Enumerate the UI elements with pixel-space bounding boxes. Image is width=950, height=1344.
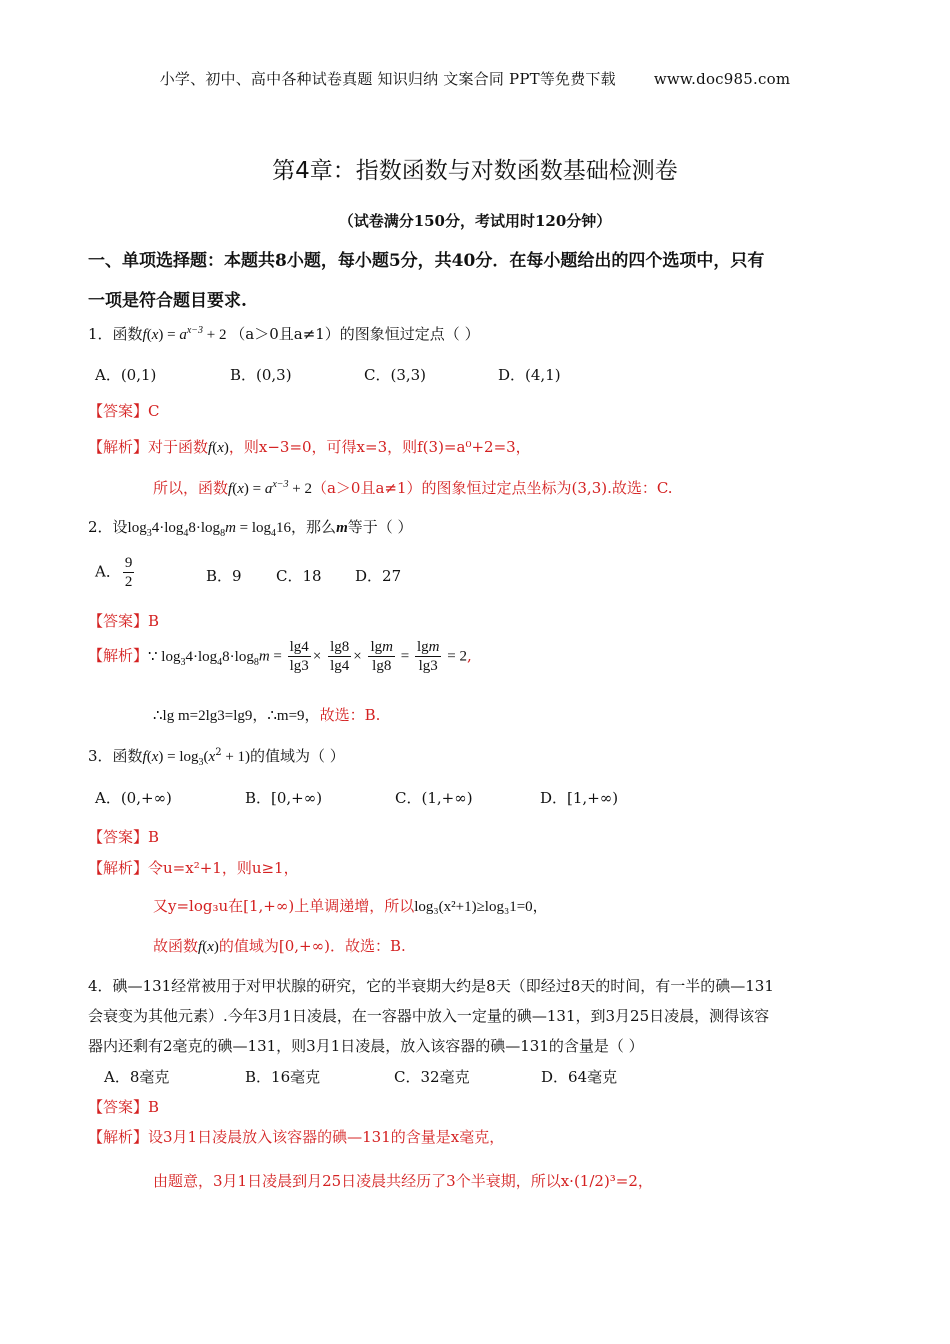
q4-solution-line2: 由题意，3月1日凌晨到月25日凌晨共经历了3个半衰期，所以x·(1/2)³=2， [153, 1172, 653, 1190]
q4-stem-line1: 4．碘—131经常被用于对甲状腺的研究，它的半衰期大约是8天（即经过8天的时间，有一半的碘—131 [88, 977, 774, 995]
q2-stem: 2．设$\log_34\cdot\log_48\cdot\log_8m = \log_416$，那么m等于（ ） [88, 518, 413, 539]
q1-option-b[interactable]: B．(0,3) [230, 366, 292, 384]
q4-option-a[interactable]: A．8毫克 [104, 1068, 170, 1086]
header-text: 小学、初中、高中各种试卷真题 知识归纳 文案合同 PPT等免费下载 [159, 70, 616, 88]
q2-option-c[interactable]: C．18 [276, 567, 322, 585]
q3-solution-line3: 故函数f(x)的值域为[0,+∞)．故选：B. [153, 937, 406, 955]
q3-solution-line2: 又y=log₃u在[1,+∞)上单调递增，所以log₃(x²+1)≥log₃1=0， [153, 897, 548, 915]
q3-solution-line1: 【解析】令u=x²+1，则u≥1， [88, 859, 299, 877]
q4-option-c[interactable]: C．32毫克 [394, 1068, 470, 1086]
q3-option-c[interactable]: C．(1,+∞) [395, 789, 473, 807]
q1-option-c[interactable]: C．(3,3) [364, 366, 427, 384]
q2-solution-line1: 【解析】∵ $\log_34\cdot\log_48\cdot\log_8m$ = $\frac{\lg 4}{\lg 3}$ × $\frac{\lg 8}{\lg 4}$ × $\frac{\lg m}{\lg 8}$ = $\frac{\lg m}{\lg 3}$ = 2, [88, 639, 472, 674]
q2-answer: 【答案】B [88, 612, 160, 630]
page-header [0, 68, 950, 89]
section-heading-line1: 一、单项选择题：本题共8小题，每小题5分，共40分．在每小题给出的四个选项中，只有 [88, 251, 765, 271]
q3-answer: 【答案】B [88, 828, 160, 846]
q1-option-a[interactable]: A．(0,1) [95, 366, 157, 384]
q3-stem: 3．函数$f(x) = \log_3(x^2 + 1)$的值域为（ ） [88, 747, 345, 768]
q4-stem-line3: 器内还剩有2毫克的碘—131，则3月1日凌晨，放入该容器的碘—131的含量是（ ） [88, 1037, 644, 1055]
q4-stem-line2: 会衰变为其他元素）.今年3月1日凌晨，在一容器中放入一定量的碘—131，到3月25日凌晨，测得该容 [88, 1007, 770, 1025]
q1-solution-line2: 所以，函数$f(x) = a^{x-3} + 2(a>0$且a≠1）的图象恒过定点坐标为(3,3).故选：C. [153, 479, 673, 497]
q4-answer: 【答案】B [88, 1098, 160, 1116]
page-title: 第4章：指数函数与对数函数基础检测卷 [272, 158, 678, 184]
header-url[interactable]: www.doc985.com [653, 70, 791, 88]
q2-option-a[interactable]: A． $\frac{9}{2}$ [95, 555, 133, 590]
q1-option-d[interactable]: D．(4,1) [498, 366, 561, 384]
q1-solution-line1: 【解析】对于函数f(x)，则x−3=0，可得x=3，则f(3)=a⁰+2=3， [88, 438, 531, 456]
q3-option-b[interactable]: B．[0,+∞) [245, 789, 323, 807]
q3-option-a[interactable]: A．(0,+∞) [95, 789, 172, 807]
q1-stem: 1．函数$f(x) = a^{x-3} + 2$ （a＞0且a≠1）的图象恒过定点（ ） [88, 325, 480, 343]
q2-option-b[interactable]: B．9 [206, 567, 242, 585]
q4-solution-line1: 【解析】设3月1日凌晨放入该容器的碘—131的含量是x毫克， [88, 1128, 505, 1146]
q1-answer: 【答案】C [88, 402, 160, 420]
q1-formula: f [142, 327, 147, 343]
q2-option-d[interactable]: D．27 [355, 567, 402, 585]
q2-solution-line2: ∴lg m=2lg3=lg9，∴m=9，故选：B. [153, 706, 381, 724]
exam-info: （试卷满分150分，考试用时120分钟） [338, 212, 612, 230]
q3-option-d[interactable]: D．[1,+∞) [540, 789, 619, 807]
q4-option-d[interactable]: D．64毫克 [541, 1068, 618, 1086]
q4-option-b[interactable]: B．16毫克 [245, 1068, 321, 1086]
section-heading-line2: 一项是符合题目要求. [88, 291, 247, 311]
